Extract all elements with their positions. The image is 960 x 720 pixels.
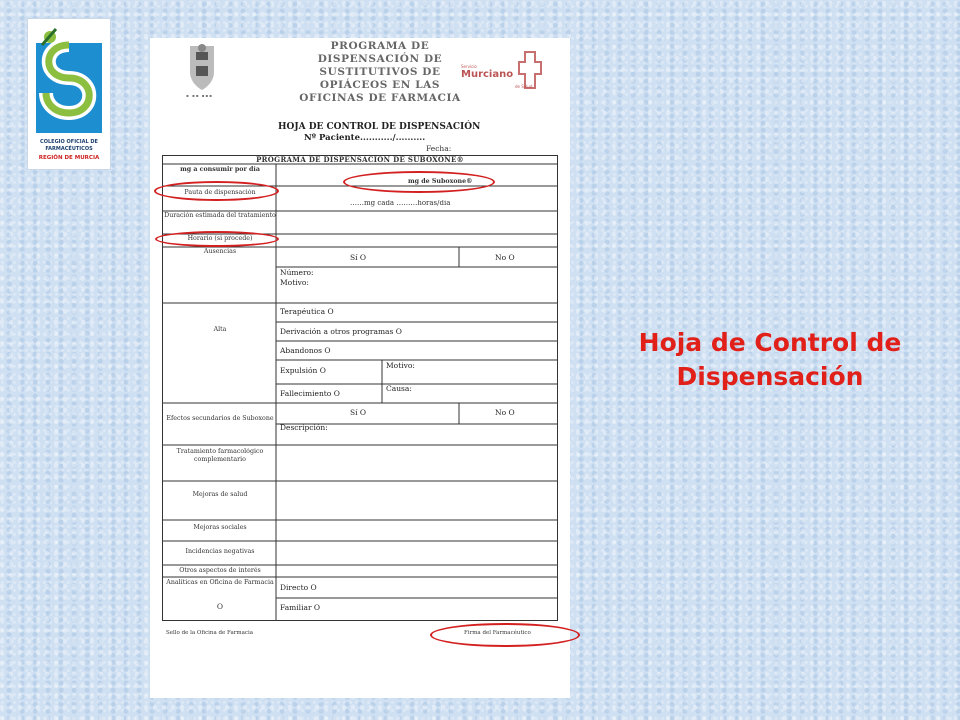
slide-heading-line2: Dispensación <box>676 362 864 391</box>
mejoras-salud-label: Mejoras de salud <box>192 491 248 498</box>
alta-label: Alta <box>213 326 227 333</box>
numero-label: Número: <box>280 269 314 277</box>
motivo-label: Motivo: <box>280 279 309 287</box>
familiar-option: Familiar O <box>280 604 321 612</box>
analiticas-label: Analíticas en Oficina de Farmacia <box>166 579 274 586</box>
motivo-expulsion-label: Motivo: <box>386 362 415 370</box>
efectos-label: Efectos secundarios de Suboxone <box>166 415 274 422</box>
fallecimiento-option: Fallecimiento O <box>280 390 340 398</box>
program-title-line: OFICINAS DE FARMACIA <box>299 92 461 104</box>
program-title-line: OPIÁCEOS EN LAS <box>319 79 441 91</box>
efectos-si: Sí O <box>350 409 367 417</box>
colegio-emblem-icon <box>32 23 106 135</box>
incidencias-label: Incidencias negativas <box>185 548 255 555</box>
slide-heading <box>600 326 940 394</box>
directo-option: Directo O <box>280 584 317 592</box>
form-title: HOJA DE CONTROL DE DISPENSACIÓN <box>278 122 481 132</box>
patient-number: Nº Paciente.........../.......... <box>304 133 426 143</box>
colegio-logo <box>27 18 111 170</box>
logo-text-line3: REGIÓN DE MURCIA <box>38 155 100 161</box>
program-title-line: PROGRAMA DE <box>330 40 430 52</box>
terapeutica-option: Terapéutica O <box>280 308 334 316</box>
otros-label: Otros aspectos de interés <box>179 567 261 574</box>
program-title-line: SUSTITUTIVOS DE <box>319 66 441 78</box>
mg-consumir-label: mg a consumir por día <box>180 166 260 173</box>
ausencias-no: No O <box>495 254 515 262</box>
duracion-label: Duración estimada del tratamiento <box>164 212 276 219</box>
firma-label: Firma del Farmacéutico <box>464 630 531 636</box>
ausencias-si: Sí O <box>350 254 367 262</box>
pauta-highlight-oval <box>154 181 279 201</box>
mg-suboxone-label: mg de Suboxone® <box>408 178 473 185</box>
suboxone-highlight-oval <box>343 171 495 193</box>
ausencias-label: Ausencias <box>203 248 237 255</box>
servicio-murciano-logo <box>455 48 547 98</box>
mejoras-sociales-label: Mejoras sociales <box>193 524 247 531</box>
horario-highlight-oval <box>155 231 279 247</box>
pauta-value: ……mg cada ………horas/día <box>350 200 451 207</box>
servicio-small-label: Servicio <box>461 64 477 69</box>
descripcion-label: Descripción: <box>280 424 328 432</box>
control-sheet-document <box>150 38 570 698</box>
efectos-no: No O <box>495 409 515 417</box>
logo-text-line2: FARMACÉUTICOS <box>45 146 93 152</box>
date-field: Fecha: <box>426 144 452 153</box>
program-title <box>280 40 480 105</box>
derivacion-option: Derivación a otros programas O <box>280 328 402 336</box>
causa-label: Causa: <box>386 385 412 393</box>
abandonos-option: Abandonos O <box>280 347 331 355</box>
section-header: PROGRAMA DE DISPENSACIÓN DE SUBOXONE® <box>256 156 464 164</box>
program-title-line: DISPENSACIÓN DE <box>317 53 443 65</box>
servicio-sub-label: de Salud <box>515 84 533 89</box>
sello-label: Sello de la Oficina de Farmacia <box>166 630 253 636</box>
logo-text-line1: COLEGIO OFICIAL DE <box>40 139 98 145</box>
horario-label: Horario (si procede) <box>187 235 253 242</box>
expulsion-option: Expulsión O <box>280 367 326 375</box>
servicio-name: Murciano <box>461 69 514 80</box>
analiticas-option: O <box>216 603 224 611</box>
firma-highlight-oval <box>430 623 580 647</box>
tratamiento-label: Tratamiento farmacológico complementario <box>176 448 264 463</box>
region-shield-icon <box>184 42 220 92</box>
slide-heading-line1: Hoja de Control de <box>638 328 902 357</box>
pauta-label: Pauta de dispensación <box>184 189 256 196</box>
emblem-caption: ▪ ▪▪ ▪▪▪ <box>186 93 213 98</box>
